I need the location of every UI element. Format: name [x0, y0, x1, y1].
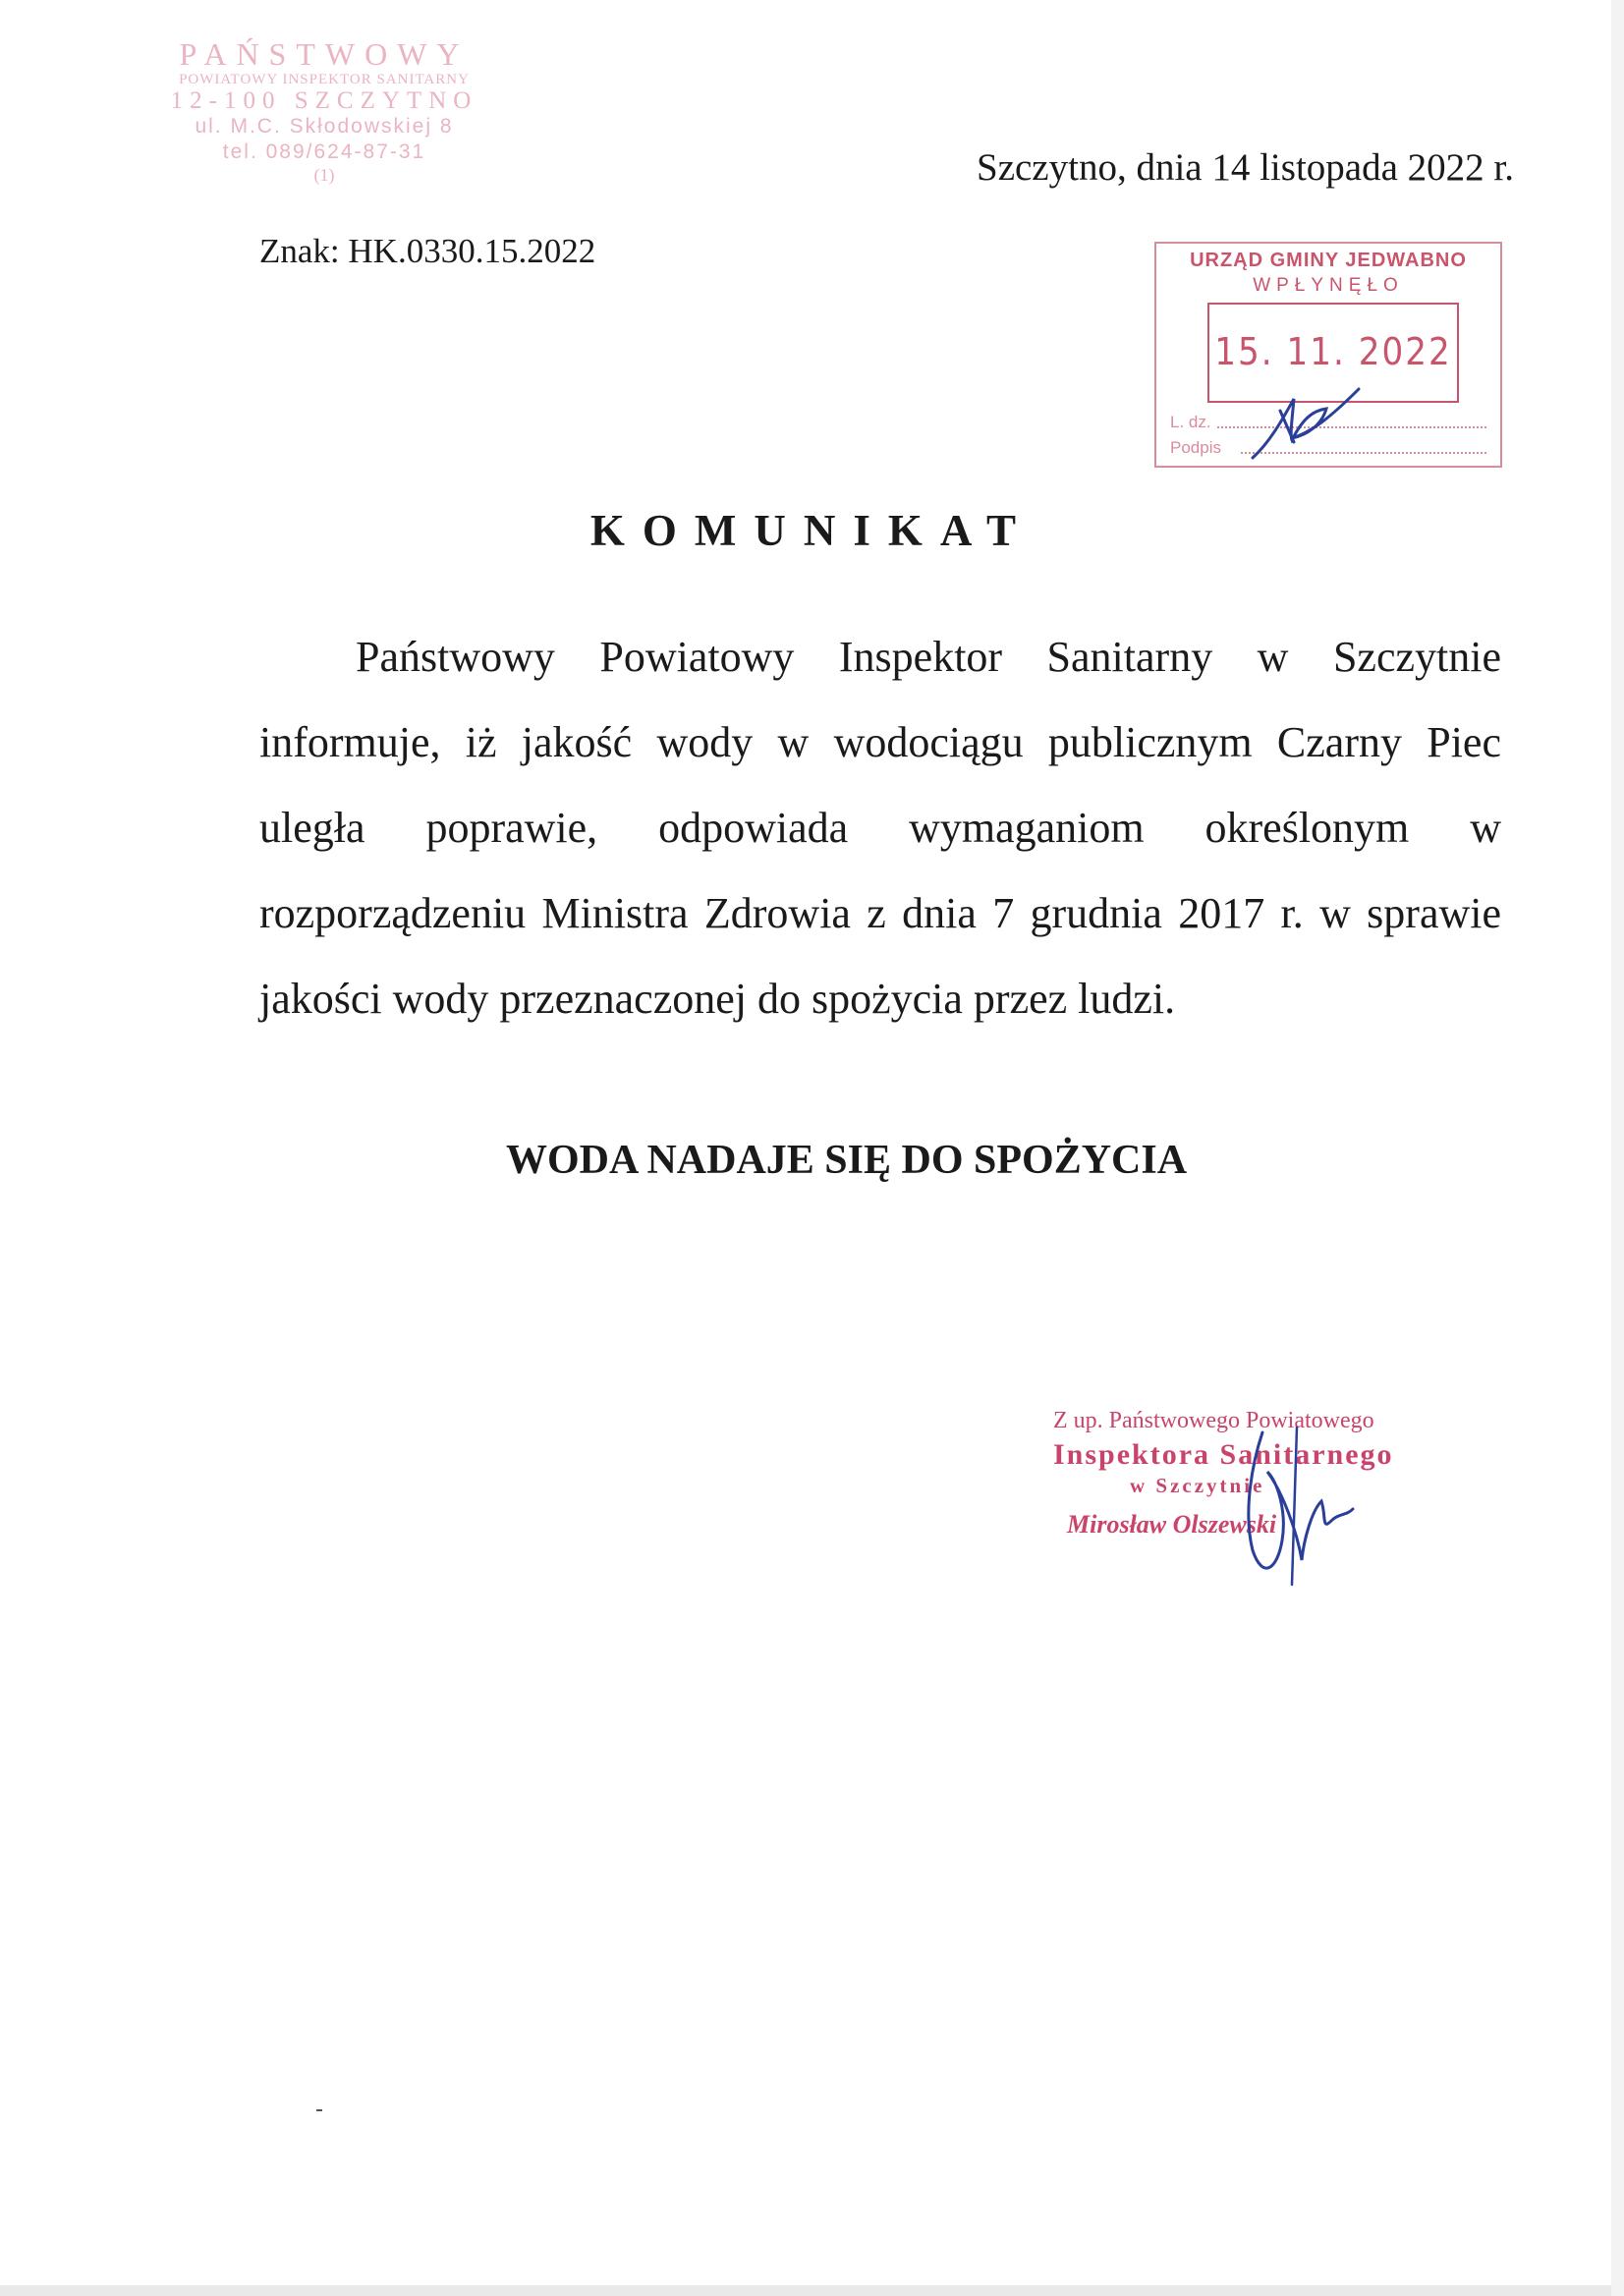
reference-number: Znak: HK.0330.15.2022 — [259, 232, 596, 270]
signature-stamp-line1: Z up. Państwowego Powiatowego — [1053, 1408, 1374, 1433]
sender-stamp-line4: ul. M.C. Skłodowskiej 8 — [195, 115, 454, 138]
date-line: Szczytno, dnia 14 listopada 2022 r. — [977, 146, 1514, 189]
sender-stamp-line1: PAŃSTWOWY — [179, 36, 470, 72]
receipt-stamp-organization: URZĄD GMINY JEDWABNO — [1190, 250, 1467, 271]
document-body-text: Państwowy Powiatowy Inspektor Sanitarny w Szczytnie informuje, iż jakość wody w wodociągu publicznym Czarny Piec uległa poprawie, odpowiada wymaganiom określonym w rozporządzeniu Ministra Zdrowia z dnia 7 grudnia 2017 r. w sprawie jakości wody przeznaczonej do spożycia przez ludzi. — [259, 633, 1501, 1023]
receipt-initials-signature — [1233, 381, 1361, 470]
document-title: KOMUNIKAT — [589, 506, 1035, 555]
sender-stamp-line5: tel. 089/624-87-31 — [222, 140, 426, 163]
page-right-edge — [1611, 0, 1624, 2296]
handwritten-signature — [1223, 1423, 1361, 1590]
signature-stamp-line2: Inspektora Sanitarnego — [1053, 1438, 1394, 1471]
signature-stamp-line3: w Szczytnie — [1130, 1474, 1265, 1497]
scan-mark — [316, 2109, 322, 2111]
sender-stamp-line3: 12-100 SZCZYTNO — [170, 87, 478, 114]
signature-stamp-line4: Mirosław Olszewski — [1067, 1510, 1277, 1539]
sender-stamp — [118, 37, 531, 185]
document-conclusion: WODA NADAJE SIĘ DO SPOŻYCIA — [505, 1138, 1188, 1183]
receipt-stamp-received-label: WPŁYNĘŁO — [1253, 275, 1404, 296]
page-bottom-edge — [0, 2285, 1624, 2296]
sender-stamp-line2: POWIATOWY INSPEKTOR SANITARNY — [179, 72, 470, 87]
receipt-stamp-date: 15. 11. 2022 — [1214, 330, 1452, 373]
receipt-stamp-log-label: L. dz. — [1170, 413, 1211, 431]
receipt-stamp-signature-label: Podpis — [1170, 438, 1221, 457]
sender-stamp-line6: (1) — [313, 165, 335, 185]
document-body — [259, 614, 1501, 1041]
